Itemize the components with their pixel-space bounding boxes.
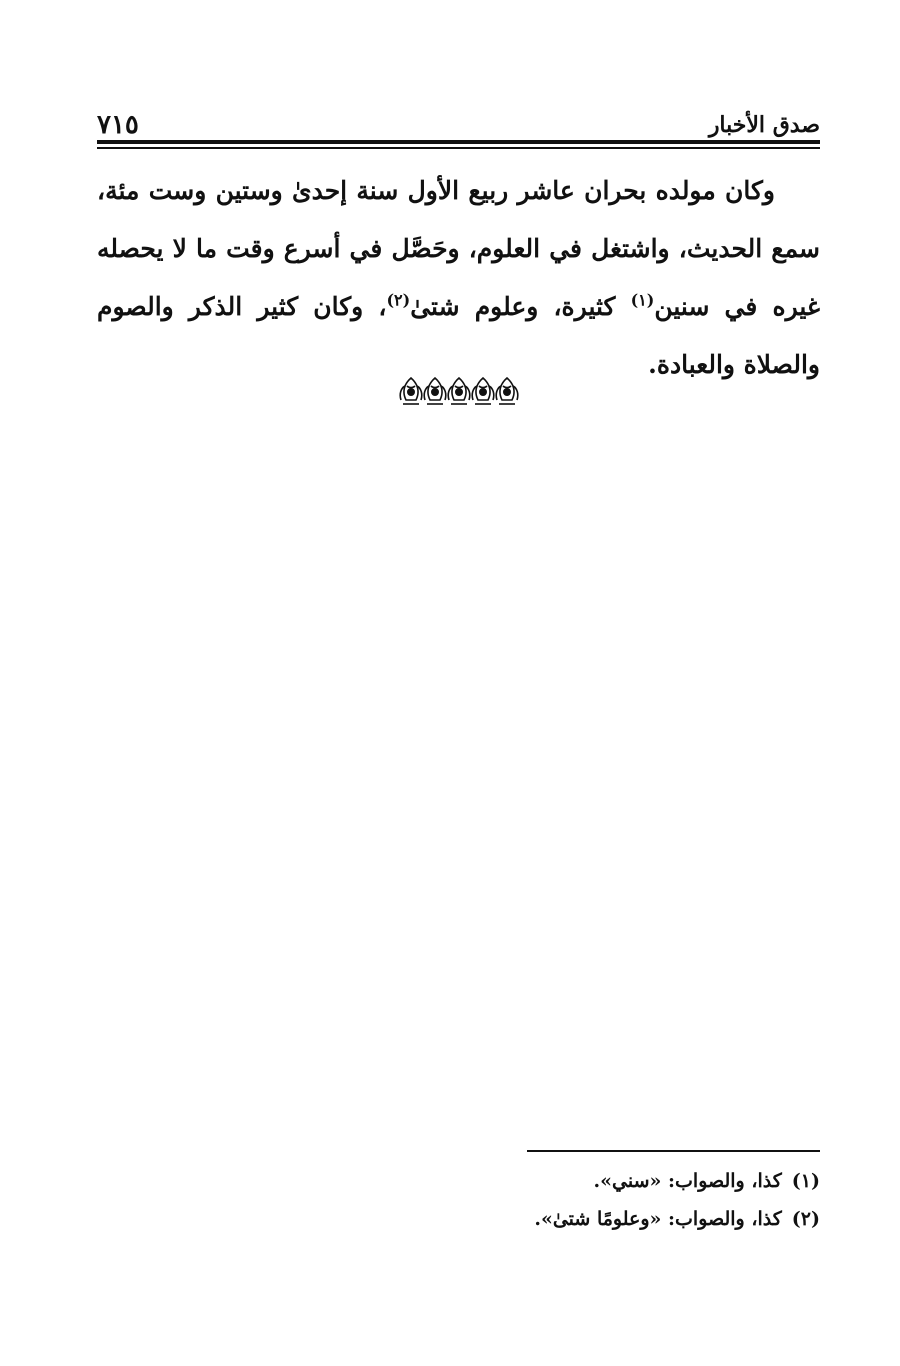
- footnote-ref-2[interactable]: (٢): [386, 290, 411, 310]
- ornament-motif: [400, 378, 422, 404]
- footnote-text: كذا، والصواب: «سني».: [593, 1170, 782, 1192]
- ornament-motif: [472, 378, 494, 404]
- text-run: وكان مولده بحران عاشر ربيع الأول سنة إحدىٰ وستين وست مئة، سمع الحديث، واشتغل في العلوم، وحَصَّل في أسرع وقت ما لا يحصله غيره في سنين: [97, 176, 820, 321]
- footnotes: [330, 1162, 820, 1238]
- footnote-ref-1[interactable]: (١): [630, 290, 655, 310]
- paragraph: [97, 162, 820, 394]
- footnote-separator: [527, 1150, 820, 1152]
- floral-ornament-icon: [397, 374, 521, 408]
- footnote-1: [330, 1162, 820, 1200]
- ornament-motif: [424, 378, 446, 404]
- text-run: ، وكان كثير الذكر والصوم والصلاة والعبادة.: [97, 292, 820, 379]
- main-paragraph: [97, 162, 820, 394]
- ornament-motif: [448, 378, 470, 404]
- header-rule-thin: [97, 147, 820, 149]
- footnote-text: كذا، والصواب: «وعلومًا شتىٰ».: [534, 1208, 782, 1230]
- page-number: ٧١٥: [97, 110, 139, 140]
- footnote-number: (١): [791, 1170, 820, 1192]
- book-title: صدق الأخبار: [708, 112, 820, 138]
- ornament-motif: [496, 378, 518, 404]
- footnote-number: (٢): [791, 1208, 820, 1230]
- header-rule-thick: [97, 140, 820, 144]
- footnote-2: [330, 1200, 820, 1238]
- running-header: [97, 108, 820, 142]
- text-run: كثيرة، وعلوم شتىٰ: [410, 292, 631, 321]
